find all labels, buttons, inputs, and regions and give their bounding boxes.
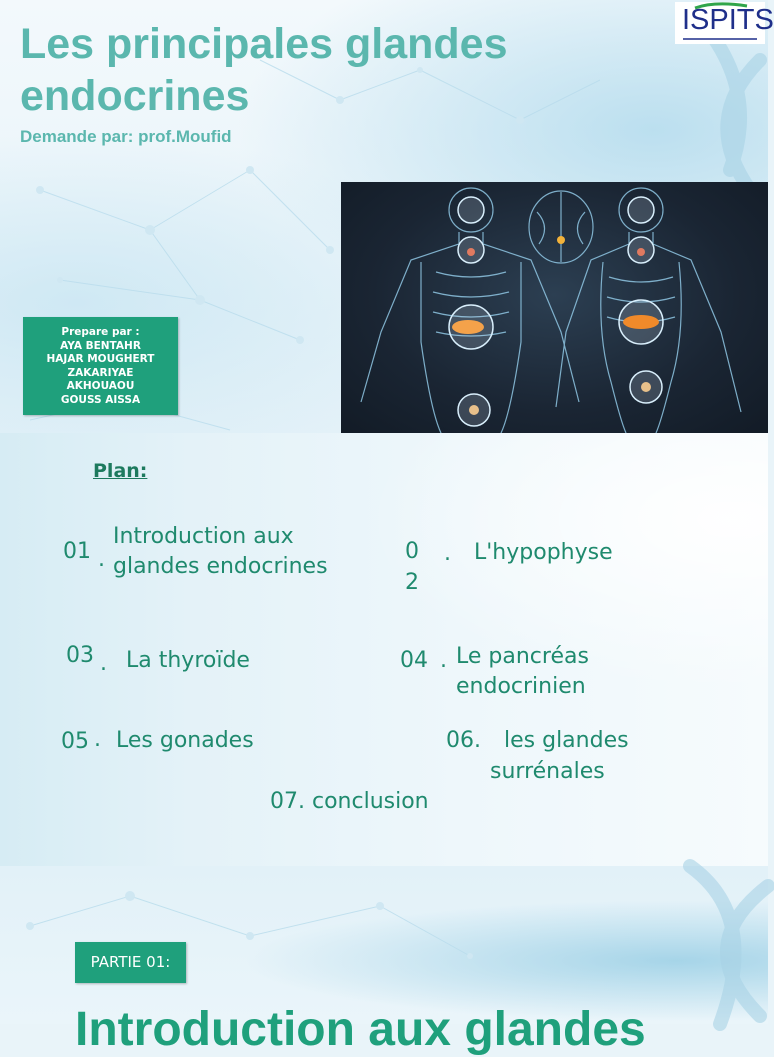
author-name: AYA BENTAHR [60,339,141,352]
author-name: ZAKARIYAE [67,366,134,379]
item-04-line2: endocrinien [456,674,586,699]
item-02-number-a: 0 [405,539,419,564]
item-02-dot: . [444,541,451,566]
part-title: Introduction aux glandes [75,1003,646,1056]
endocrine-body-image [341,182,768,433]
title-line-1: Les principales glandes [20,20,508,68]
plan-title: Plan: [93,460,148,482]
item-01-number: 01 [63,539,91,564]
slide-title [20,18,620,122]
item-01-line1: Introduction aux [113,524,294,549]
item-01-dot: . [98,547,105,572]
endocrine-illustration [341,182,768,433]
authors-label: Prepare par : [61,326,140,338]
title-slide [0,0,774,433]
item-07-label: 07. conclusion [270,789,429,814]
item-06-line1: les glandes [504,728,629,753]
slide-subtitle: Demande par: prof.Moufid [20,127,232,146]
item-02-number-b: 2 [405,570,419,595]
title-line-2: endocrines [20,72,250,120]
item-03-dot: . [100,651,107,676]
item-04-number: 04 [400,648,428,673]
item-03-number: 03 [66,643,94,668]
logo-text: ISPITS [682,4,774,36]
ispits-logo [675,2,774,44]
item-01-line2: glandes endocrines [113,554,328,579]
plan-slide [0,433,768,866]
item-05-dot: . [94,727,101,752]
item-05-number: 05 [61,729,89,754]
item-03-label: La thyroïde [126,648,250,673]
item-05-label: Les gonades [116,728,254,753]
item-04-dot: . [440,648,447,673]
item-06-number: 06. [446,728,481,753]
author-name: GOUSS AISSA [60,393,141,406]
item-06-line2: surrénales [490,759,605,784]
author-name: HAJAR MOUGHERT [46,353,155,365]
author-name: AKHOUAOU [66,380,135,392]
part-badge: PARTIE 01: [75,942,186,983]
item-02-label: L'hypophyse [474,540,613,565]
authors-box [23,317,178,415]
item-04-line1: Le pancréas [456,644,589,669]
part1-slide [0,866,768,1056]
